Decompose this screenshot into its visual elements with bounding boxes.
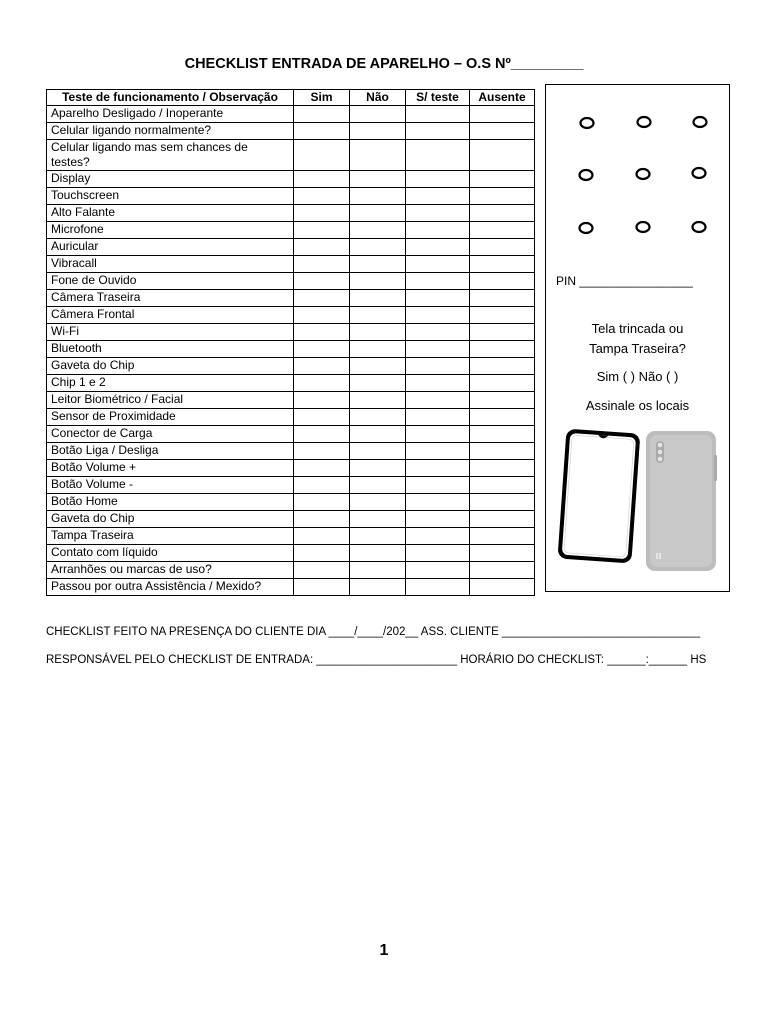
checkbox-cell-yes[interactable] bbox=[294, 140, 350, 171]
checkbox-cell-absent[interactable] bbox=[470, 562, 535, 579]
checkbox-cell-yes[interactable] bbox=[294, 222, 350, 239]
presence-date-signature-line[interactable]: CHECKLIST FEITO NA PRESENÇA DO CLIENTE DIA ____/____/202__ ASS. CLIENTE _______________________________ bbox=[46, 626, 701, 638]
checkbox-cell-absent[interactable] bbox=[470, 460, 535, 477]
checkbox-cell-absent[interactable] bbox=[470, 222, 535, 239]
checkbox-cell-not-tested[interactable] bbox=[406, 460, 470, 477]
table-row bbox=[47, 222, 535, 239]
checkbox-cell-yes[interactable] bbox=[294, 188, 350, 205]
checkbox-cell-absent[interactable] bbox=[470, 528, 535, 545]
checkbox-cell-no[interactable] bbox=[350, 290, 406, 307]
checkbox-cell-no[interactable] bbox=[350, 188, 406, 205]
checkbox-cell-not-tested[interactable] bbox=[406, 205, 470, 222]
row-label: Celular ligando normalmente? bbox=[47, 123, 294, 140]
checkbox-cell-yes[interactable] bbox=[294, 562, 350, 579]
checkbox-cell-absent[interactable] bbox=[470, 409, 535, 426]
pattern-dot bbox=[580, 223, 593, 233]
checkbox-cell-no[interactable] bbox=[350, 222, 406, 239]
row-label: Display bbox=[47, 171, 294, 188]
table-row bbox=[47, 460, 535, 477]
row-label: Contato com líquido bbox=[47, 545, 294, 562]
document-title: CHECKLIST ENTRADA DE APARELHO – O.S Nº_________ bbox=[184, 56, 584, 72]
row-label: Chip 1 e 2 bbox=[47, 375, 294, 392]
checkbox-cell-yes[interactable] bbox=[294, 409, 350, 426]
damage-question-line2: Tampa Traseira? bbox=[589, 341, 686, 356]
table-row bbox=[47, 426, 535, 443]
row-label: Sensor de Proximidade bbox=[47, 409, 294, 426]
checkbox-cell-absent[interactable] bbox=[470, 579, 535, 596]
checkbox-cell-yes[interactable] bbox=[294, 511, 350, 528]
table-row bbox=[47, 273, 535, 290]
checkbox-cell-yes[interactable] bbox=[294, 426, 350, 443]
checkbox-cell-absent[interactable] bbox=[470, 375, 535, 392]
row-label: Gaveta do Chip bbox=[47, 511, 294, 528]
table-row bbox=[47, 188, 535, 205]
checkbox-cell-not-tested[interactable] bbox=[406, 494, 470, 511]
pattern-lock-grid[interactable] bbox=[546, 85, 729, 245]
checkbox-cell-no[interactable] bbox=[350, 307, 406, 324]
checkbox-cell-not-tested[interactable] bbox=[406, 426, 470, 443]
phone-back-icon bbox=[646, 431, 717, 571]
checkbox-cell-absent[interactable] bbox=[470, 545, 535, 562]
checkbox-cell-not-tested[interactable] bbox=[406, 375, 470, 392]
checkbox-cell-no[interactable] bbox=[350, 341, 406, 358]
checkbox-cell-yes[interactable] bbox=[294, 171, 350, 188]
table-row bbox=[47, 562, 535, 579]
checkbox-cell-no[interactable] bbox=[350, 256, 406, 273]
damage-answer[interactable]: Sim ( ) Não ( ) bbox=[596, 369, 679, 384]
checkbox-cell-not-tested[interactable] bbox=[406, 188, 470, 205]
checkbox-cell-not-tested[interactable] bbox=[406, 123, 470, 140]
checkbox-cell-not-tested[interactable] bbox=[406, 579, 470, 596]
checkbox-cell-no[interactable] bbox=[350, 140, 406, 171]
checkbox-cell-no[interactable] bbox=[350, 409, 406, 426]
checkbox-cell-no[interactable] bbox=[350, 392, 406, 409]
checkbox-cell-absent[interactable] bbox=[470, 140, 535, 171]
table-row bbox=[47, 123, 535, 140]
checkbox-cell-absent[interactable] bbox=[470, 290, 535, 307]
phone-diagram[interactable] bbox=[554, 425, 724, 573]
checkbox-cell-yes[interactable] bbox=[294, 460, 350, 477]
checkbox-cell-absent[interactable] bbox=[470, 511, 535, 528]
pattern-dot bbox=[580, 170, 593, 180]
table-row bbox=[47, 256, 535, 273]
mark-locations-label: Assinale os locais bbox=[585, 398, 690, 413]
checkbox-cell-yes[interactable] bbox=[294, 256, 350, 273]
pattern-dot bbox=[637, 222, 650, 232]
checkbox-cell-not-tested[interactable] bbox=[406, 392, 470, 409]
checkbox-cell-no[interactable] bbox=[350, 579, 406, 596]
row-label: Botão Volume + bbox=[47, 460, 294, 477]
checkbox-cell-no[interactable] bbox=[350, 324, 406, 341]
checkbox-cell-absent[interactable] bbox=[470, 307, 535, 324]
checkbox-cell-no[interactable] bbox=[350, 511, 406, 528]
checkbox-cell-yes[interactable] bbox=[294, 443, 350, 460]
checkbox-cell-not-tested[interactable] bbox=[406, 222, 470, 239]
pin-field[interactable]: PIN _________________ bbox=[556, 274, 693, 288]
checkbox-cell-absent[interactable] bbox=[470, 358, 535, 375]
checkbox-cell-not-tested[interactable] bbox=[406, 409, 470, 426]
row-label: Arranhões ou marcas de uso? bbox=[47, 562, 294, 579]
row-label: Vibracall bbox=[47, 256, 294, 273]
table-row bbox=[47, 392, 535, 409]
checkbox-cell-yes[interactable] bbox=[294, 205, 350, 222]
checkbox-cell-no[interactable] bbox=[350, 273, 406, 290]
checkbox-cell-not-tested[interactable] bbox=[406, 545, 470, 562]
checkbox-cell-not-tested[interactable] bbox=[406, 562, 470, 579]
checkbox-cell-not-tested[interactable] bbox=[406, 341, 470, 358]
row-label: Câmera Frontal bbox=[47, 307, 294, 324]
checkbox-cell-yes[interactable] bbox=[294, 123, 350, 140]
checkbox-cell-absent[interactable] bbox=[470, 443, 535, 460]
column-header-yes: Sim bbox=[294, 90, 350, 106]
pattern-dot bbox=[581, 118, 594, 128]
table-row bbox=[47, 324, 535, 341]
table-row bbox=[47, 511, 535, 528]
table-row bbox=[47, 409, 535, 426]
row-label: Tampa Traseira bbox=[47, 528, 294, 545]
checkbox-cell-not-tested[interactable] bbox=[406, 106, 470, 123]
checkbox-cell-absent[interactable] bbox=[470, 341, 535, 358]
checkbox-cell-absent[interactable] bbox=[470, 123, 535, 140]
table-row bbox=[47, 494, 535, 511]
device-panel bbox=[545, 84, 730, 592]
checkbox-cell-absent[interactable] bbox=[470, 188, 535, 205]
checkbox-cell-absent[interactable] bbox=[470, 106, 535, 123]
checkbox-cell-no[interactable] bbox=[350, 426, 406, 443]
row-label: Gaveta do Chip bbox=[47, 358, 294, 375]
row-label: Microfone bbox=[47, 222, 294, 239]
pattern-dot bbox=[638, 117, 651, 127]
checkbox-cell-yes[interactable] bbox=[294, 106, 350, 123]
row-label: Passou por outra Assistência / Mexido? bbox=[47, 579, 294, 596]
table-row bbox=[47, 106, 535, 123]
table-row bbox=[47, 545, 535, 562]
checkbox-cell-yes[interactable] bbox=[294, 290, 350, 307]
table-row bbox=[47, 477, 535, 494]
checkbox-cell-no[interactable] bbox=[350, 358, 406, 375]
table-row bbox=[47, 171, 535, 188]
checkbox-cell-no[interactable] bbox=[350, 171, 406, 188]
checkbox-cell-absent[interactable] bbox=[470, 273, 535, 290]
checkbox-cell-no[interactable] bbox=[350, 528, 406, 545]
damage-question-line1: Tela trincada ou bbox=[591, 321, 684, 336]
pattern-dot bbox=[693, 168, 706, 178]
table-row bbox=[47, 341, 535, 358]
table-row bbox=[47, 239, 535, 256]
checkbox-cell-not-tested[interactable] bbox=[406, 290, 470, 307]
checkbox-cell-yes[interactable] bbox=[294, 239, 350, 256]
table-row bbox=[47, 358, 535, 375]
checkbox-cell-yes[interactable] bbox=[294, 375, 350, 392]
table-row bbox=[47, 140, 535, 171]
checkbox-cell-absent[interactable] bbox=[470, 256, 535, 273]
row-label: Auricular bbox=[47, 239, 294, 256]
row-label: Conector de Carga bbox=[47, 426, 294, 443]
pattern-dot bbox=[637, 169, 650, 179]
table-row bbox=[47, 528, 535, 545]
checkbox-cell-no[interactable] bbox=[350, 375, 406, 392]
checkbox-cell-absent[interactable] bbox=[470, 205, 535, 222]
checkbox-cell-absent[interactable] bbox=[470, 494, 535, 511]
checkbox-cell-yes[interactable] bbox=[294, 341, 350, 358]
checkbox-cell-yes[interactable] bbox=[294, 528, 350, 545]
table-row bbox=[47, 290, 535, 307]
row-label: Botão Home bbox=[47, 494, 294, 511]
checkbox-cell-absent[interactable] bbox=[470, 171, 535, 188]
checkbox-cell-yes[interactable] bbox=[294, 273, 350, 290]
column-header-test: Teste de funcionamento / Observação bbox=[47, 90, 294, 106]
checkbox-cell-no[interactable] bbox=[350, 477, 406, 494]
checkbox-cell-yes[interactable] bbox=[294, 579, 350, 596]
checkbox-cell-absent[interactable] bbox=[470, 426, 535, 443]
checklist-rows bbox=[47, 106, 535, 596]
row-label: Botão Volume - bbox=[47, 477, 294, 494]
row-label: Aparelho Desligado / Inoperante bbox=[47, 106, 294, 123]
checkbox-cell-absent[interactable] bbox=[470, 324, 535, 341]
checkbox-cell-no[interactable] bbox=[350, 460, 406, 477]
row-label: Wi-Fi bbox=[47, 324, 294, 341]
checkbox-cell-no[interactable] bbox=[350, 205, 406, 222]
table-header-row bbox=[47, 90, 535, 106]
checkbox-cell-not-tested[interactable] bbox=[406, 358, 470, 375]
row-label: Leitor Biométrico / Facial bbox=[47, 392, 294, 409]
checkbox-cell-absent[interactable] bbox=[470, 477, 535, 494]
checkbox-cell-not-tested[interactable] bbox=[406, 239, 470, 256]
checkbox-cell-no[interactable] bbox=[350, 106, 406, 123]
checkbox-cell-not-tested[interactable] bbox=[406, 307, 470, 324]
checkbox-cell-yes[interactable] bbox=[294, 477, 350, 494]
row-label: Bluetooth bbox=[47, 341, 294, 358]
pattern-dot bbox=[693, 222, 706, 232]
checkbox-cell-yes[interactable] bbox=[294, 358, 350, 375]
checkbox-cell-not-tested[interactable] bbox=[406, 443, 470, 460]
checkbox-cell-not-tested[interactable] bbox=[406, 273, 470, 290]
checkbox-cell-no[interactable] bbox=[350, 239, 406, 256]
row-label: Celular ligando mas sem chances de testes? bbox=[47, 140, 294, 171]
pattern-dot bbox=[694, 117, 707, 127]
column-header-no: Não bbox=[350, 90, 406, 106]
row-label: Botão Liga / Desliga bbox=[47, 443, 294, 460]
checkbox-cell-no[interactable] bbox=[350, 494, 406, 511]
table-row bbox=[47, 579, 535, 596]
table-row bbox=[47, 205, 535, 222]
checkbox-cell-not-tested[interactable] bbox=[406, 528, 470, 545]
row-label: Fone de Ouvido bbox=[47, 273, 294, 290]
table-row bbox=[47, 443, 535, 460]
checkbox-cell-yes[interactable] bbox=[294, 324, 350, 341]
row-label: Câmera Traseira bbox=[47, 290, 294, 307]
table-row bbox=[47, 307, 535, 324]
checklist-table bbox=[46, 89, 535, 596]
checkbox-cell-no[interactable] bbox=[350, 443, 406, 460]
checkbox-cell-absent[interactable] bbox=[470, 239, 535, 256]
checkbox-cell-yes[interactable] bbox=[294, 307, 350, 324]
table-row bbox=[47, 375, 535, 392]
checkbox-cell-no[interactable] bbox=[350, 562, 406, 579]
page-number: 1 bbox=[379, 942, 389, 959]
checkbox-cell-absent[interactable] bbox=[470, 392, 535, 409]
column-header-not-tested: S/ teste bbox=[406, 90, 470, 106]
checkbox-cell-no[interactable] bbox=[350, 123, 406, 140]
checkbox-cell-not-tested[interactable] bbox=[406, 171, 470, 188]
checkbox-cell-not-tested[interactable] bbox=[406, 477, 470, 494]
checkbox-cell-not-tested[interactable] bbox=[406, 140, 470, 171]
row-label: Touchscreen bbox=[47, 188, 294, 205]
checkbox-cell-yes[interactable] bbox=[294, 545, 350, 562]
responsible-time-line[interactable]: RESPONSÁVEL PELO CHECKLIST DE ENTRADA: ______________________ HORÁRIO DO CHECKLIST: ______:______ HS bbox=[46, 654, 707, 666]
checkbox-cell-yes[interactable] bbox=[294, 392, 350, 409]
row-label: Alto Falante bbox=[47, 205, 294, 222]
checkbox-cell-no[interactable] bbox=[350, 545, 406, 562]
checkbox-cell-not-tested[interactable] bbox=[406, 256, 470, 273]
checkbox-cell-not-tested[interactable] bbox=[406, 324, 470, 341]
checkbox-cell-yes[interactable] bbox=[294, 494, 350, 511]
column-header-absent: Ausente bbox=[470, 90, 535, 106]
checkbox-cell-not-tested[interactable] bbox=[406, 511, 470, 528]
phone-front-icon bbox=[557, 429, 640, 564]
